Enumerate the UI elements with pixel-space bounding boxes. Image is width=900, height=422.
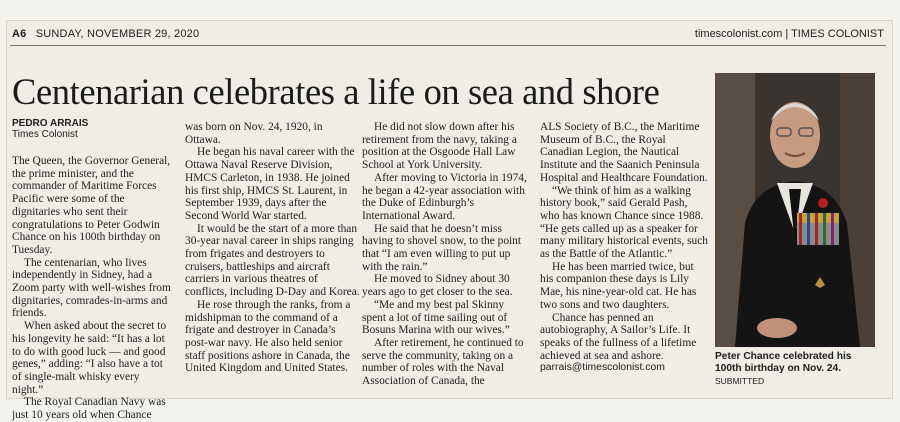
photo-credit: SUBMITTED xyxy=(715,376,765,386)
article-column-3 xyxy=(362,121,527,388)
paragraph: He rose through the ranks, from a midshipman to the command of a frigate and destroyer in Canada’s post-war navy. He also held senior staff positions ashore in Canada, the United Kingdom and United States. xyxy=(185,298,351,375)
paragraph: After moving to Victoria in 1974, he began a 42-year association with the Duke of Edinburgh’s International Award. xyxy=(362,171,527,222)
paragraph: “Me and my best pal Skinny spent a lot of time sailing out of Bosuns Marina with our wives.” xyxy=(362,298,510,337)
article-column-2 xyxy=(185,121,360,375)
paragraph: It would be the start of a more than 30-year naval career in ships ranging from frigates and destroyers to cruisers, battleships and aircraft carriers in various theatres of conflicts, including D-Day and Korea. xyxy=(185,222,360,299)
paragraph: After retirement, he continued to serve the community, taking on a number of roles with the Naval Association of Canada, the xyxy=(362,336,524,388)
page-header-left xyxy=(12,28,199,40)
paragraph: The centenarian, who lives independently in Sidney, had a Zoom party with well-wishes from dignitaries, comrades-in-arms and friends. xyxy=(12,256,171,320)
paragraph: He began his naval career with the Ottawa Naval Reserve Division, HMCS Carleton, in 1938. He joined his first ship, HMCS St. Laurent, in September 1939, days after the Second World War started. xyxy=(185,146,355,222)
paragraph: was born on Nov. 24, 1920, in Ottawa. xyxy=(185,121,323,146)
page-header-site: timescolonist.com | TIMES COLONIST xyxy=(694,28,884,40)
paragraph: The Queen, the Governor General, the prime minister, and the commander of Maritime Forces Pacific were some of the dignitaries who sent their congratulations to Peter Godwin Chance on his 100th birthday on Tuesday. xyxy=(12,155,171,256)
paragraph: When asked about the secret to his longevity he said: “It has a lot to do with good luck — and good genes,” adding: “I also have a tot of single-malt whisky every night.” xyxy=(12,320,167,396)
paragraph: He said that he doesn’t miss having to shovel snow, to the point that “I am even willing to put up with the rain.” xyxy=(362,222,522,273)
page-number: A6 xyxy=(12,28,27,40)
byline xyxy=(12,118,88,140)
header-divider xyxy=(10,45,886,46)
portrait-photo xyxy=(715,73,875,347)
photo-caption xyxy=(715,351,880,387)
issue-date: SUNDAY, NOVEMBER 29, 2020 xyxy=(35,28,200,40)
paragraph: The Royal Canadian Navy was just 10 years old when Chance xyxy=(12,396,166,422)
paragraph: He did not slow down after his retirement from the navy, taking a position at the Osgoode Hall Law School at York University. xyxy=(362,121,517,172)
author-email: parrais@timescolonist.com xyxy=(540,362,665,374)
paragraph: “We think of him as a walking history book,” said Gerald Pash, who has known Chance since 1988. “He gets called up as a speaker for many military historical events, such as the Battle of the Atlantic.” xyxy=(540,184,708,261)
portrait-illustration xyxy=(715,73,875,347)
byline-outlet: Times Colonist xyxy=(12,129,78,140)
headline: Centenarian celebrates a life on sea and shore xyxy=(12,71,660,112)
caption-text: Peter Chance celebrated his 100th birthday on Nov. 24. xyxy=(715,351,852,374)
paragraph: He has been married twice, but his companion these days is Lily Mae, his nine-year-old cat. He has two sons and two daughters. xyxy=(540,260,697,311)
article-column-1 xyxy=(12,155,172,422)
paragraph: ALS Society of B.C., the Maritime Museum of B.C., the Royal Canadian Legion, the Nautical Institute and the Saanich Peninsula Hospital and Healthcare Foundation. xyxy=(540,121,708,184)
article-column-4 xyxy=(540,121,708,375)
paragraph: He moved to Sidney about 30 years ago to get closer to the sea. xyxy=(362,273,513,299)
paragraph: Chance has penned an autobiography, A Sailor’s Life. It speaks of the fullness of a lifetime achieved at sea and ashore. xyxy=(540,311,697,362)
byline-author: PEDRO ARRAIS xyxy=(12,118,89,129)
